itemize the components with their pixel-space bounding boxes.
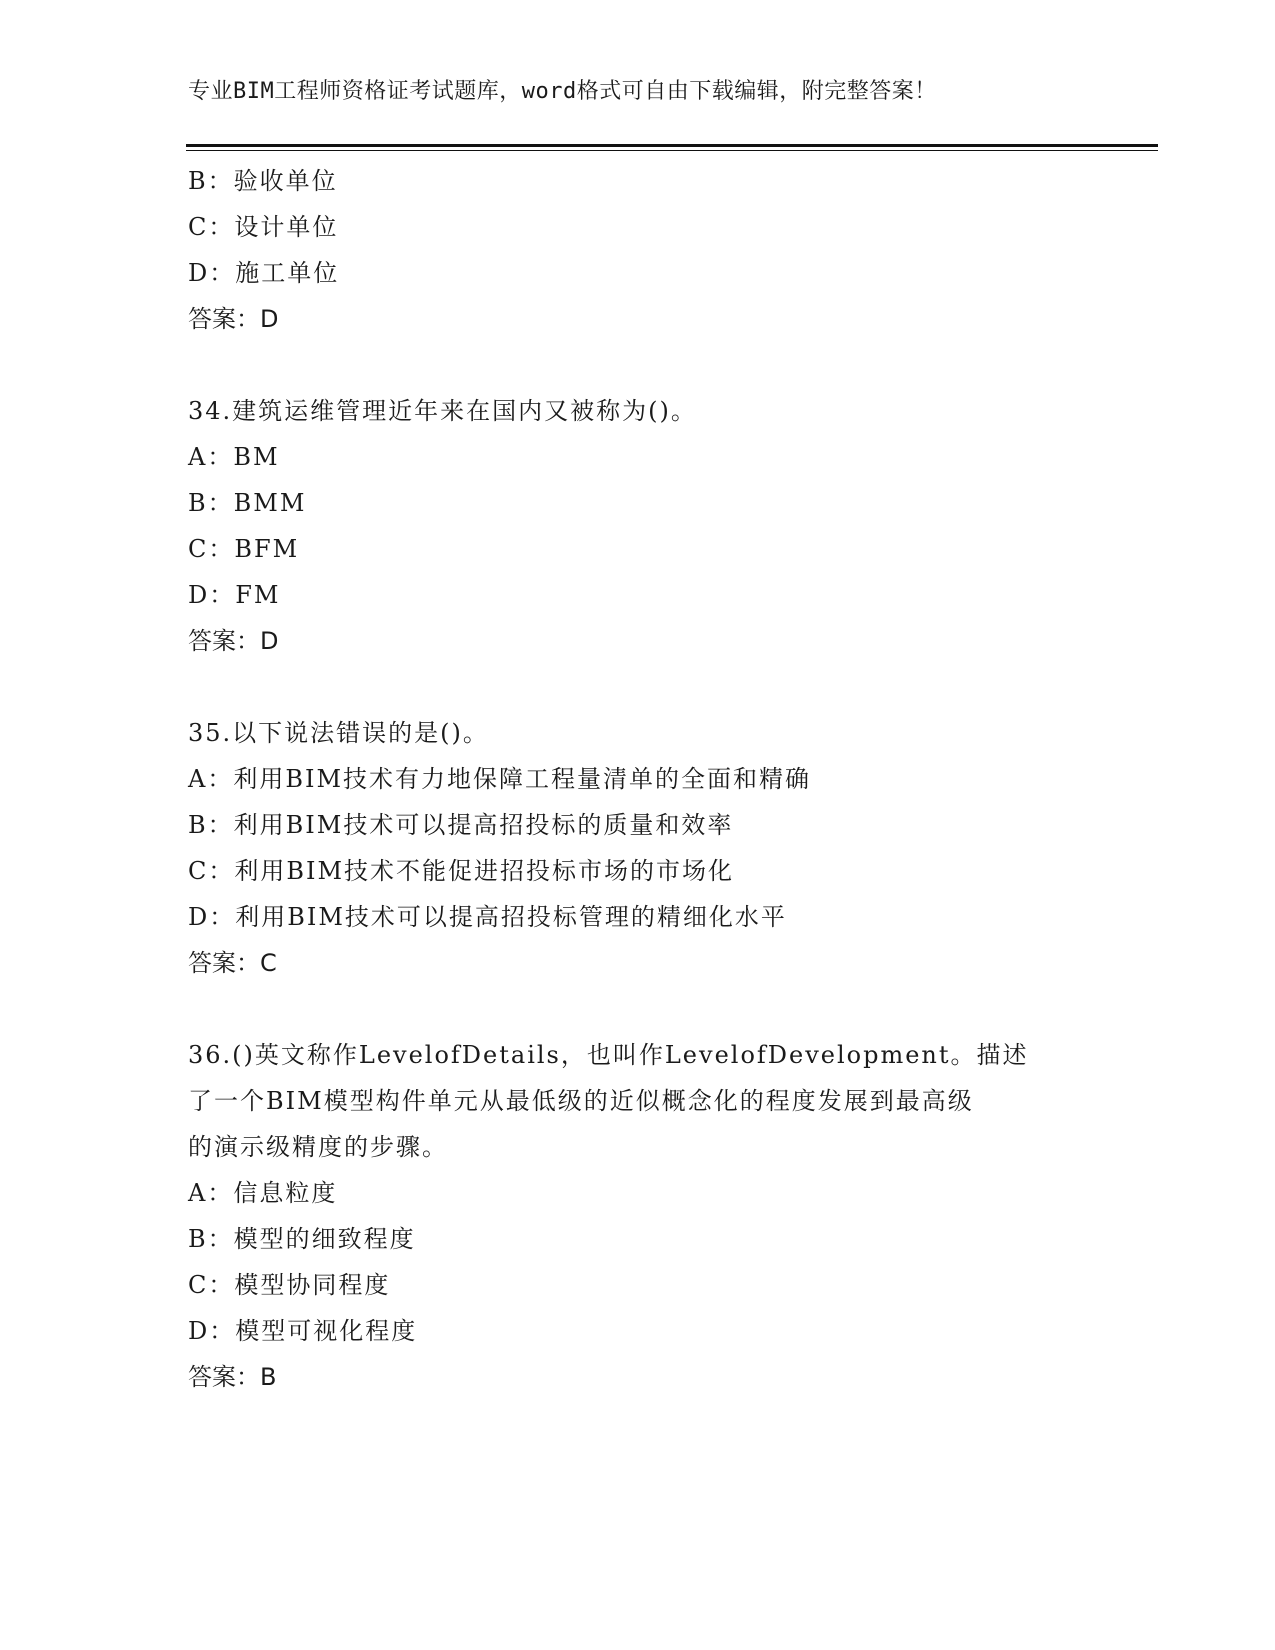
answer: 答案：C [188, 949, 277, 977]
option-d: D：模型可视化程度 [188, 1317, 418, 1345]
question-stem-line-2: 了一个BIM模型构件单元从最低级的近似概念化的程度发展到最高级 [188, 1087, 974, 1115]
question-36 [188, 1032, 1088, 1400]
option-c: C：BFM [188, 535, 300, 563]
page-header: 专业BIM工程师资格证考试题库，word格式可自由下载编辑，附完整答案！ [188, 79, 937, 104]
question-stem: 34.建筑运维管理近年来在国内又被称为()。 [188, 397, 697, 425]
option-b: B：利用BIM技术可以提高招投标的质量和效率 [188, 811, 734, 839]
question-list [188, 158, 1088, 1400]
option-c: C：设计单位 [188, 213, 339, 241]
option-d: D：利用BIM技术可以提高招投标管理的精细化水平 [188, 903, 787, 931]
question-35 [188, 710, 1088, 986]
question-stem-line-3: 的演示级精度的步骤。 [188, 1133, 448, 1161]
option-c: C：利用BIM技术不能促进招投标市场的市场化 [188, 857, 735, 885]
option-c: C：模型协同程度 [188, 1271, 391, 1299]
answer: 答案：D [188, 627, 279, 655]
question-stem-line-1: 36.()英文称作LevelofDetails，也叫作LevelofDevelopment。描述 [188, 1041, 1029, 1069]
question-33-continued [188, 158, 1088, 342]
option-b: B：验收单位 [188, 167, 338, 195]
header-divider-thick [186, 144, 1158, 147]
answer: 答案：B [188, 1363, 277, 1391]
option-b: B：BMM [188, 489, 307, 517]
option-a: A：信息粒度 [188, 1179, 338, 1207]
question-stem: 35.以下说法错误的是()。 [188, 719, 489, 747]
option-a: A：利用BIM技术有力地保障工程量清单的全面和精确 [188, 765, 812, 793]
option-d: D：施工单位 [188, 259, 340, 287]
option-b: B：模型的细致程度 [188, 1225, 416, 1253]
header-divider-thin [186, 150, 1158, 151]
question-34 [188, 388, 1088, 664]
answer: 答案：D [188, 305, 279, 333]
option-d: D：FM [188, 581, 281, 609]
option-a: A：BM [188, 443, 280, 471]
